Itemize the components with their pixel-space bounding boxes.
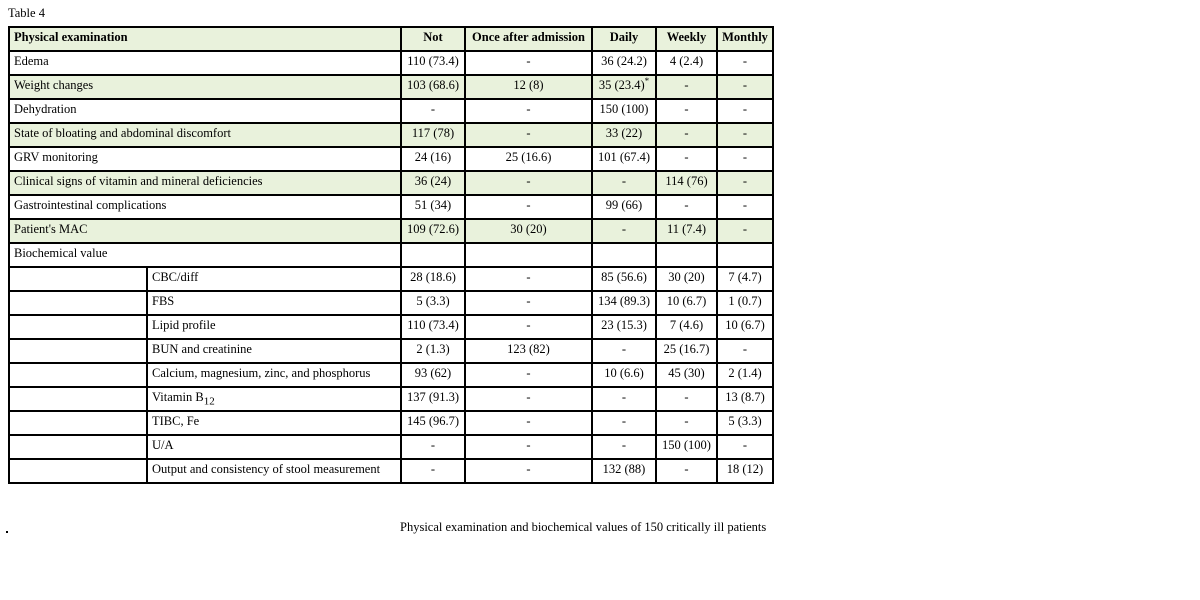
- value-cell: [401, 99, 465, 123]
- value-cell: [656, 219, 717, 243]
- value-cell: [401, 267, 465, 291]
- value-cell: [465, 267, 592, 291]
- value-cell: [656, 435, 717, 459]
- value-text: 28 (18.6): [410, 270, 456, 284]
- row-label-text: TIBC, Fe: [152, 414, 200, 428]
- value-cell: [592, 75, 656, 99]
- value-cell: [717, 411, 773, 435]
- value-text: -: [742, 150, 748, 164]
- row-label-text: CBC/diff: [152, 270, 199, 284]
- value-text: 93 (62): [414, 366, 452, 380]
- value-text: 18 (12): [726, 462, 764, 476]
- value-text: 35 (23.4): [598, 78, 645, 92]
- value-cell: [656, 363, 717, 387]
- value-cell: [656, 123, 717, 147]
- value-text: -: [526, 390, 531, 404]
- value-cell: [401, 459, 465, 483]
- value-cell: [592, 291, 656, 315]
- value-text: 5 (3.3): [416, 294, 450, 308]
- value-text: -: [526, 174, 531, 188]
- value-text: 117 (78): [411, 126, 455, 140]
- value-cell: [656, 339, 717, 363]
- value-cell: [465, 435, 592, 459]
- indent-cell: [9, 315, 147, 339]
- value-text: 10 (6.7): [725, 318, 765, 332]
- indent-cell: [9, 363, 147, 387]
- value-cell: [465, 195, 592, 219]
- value-cell: [656, 171, 717, 195]
- value-text: -: [430, 462, 436, 476]
- row-label: Edema: [9, 51, 401, 75]
- value-cell: [401, 435, 465, 459]
- header-row: [9, 27, 773, 51]
- value-text: -: [621, 390, 627, 404]
- row-label: [147, 315, 401, 339]
- value-text: 114 (76): [665, 174, 708, 188]
- empty-cell: [401, 243, 465, 267]
- value-cell: [717, 363, 773, 387]
- value-cell: [465, 363, 592, 387]
- value-cell: [717, 147, 773, 171]
- value-text: 2 (1.4): [728, 366, 762, 380]
- value-cell: [465, 219, 592, 243]
- value-text: -: [684, 462, 689, 476]
- header-physical-examination: Physical examination: [9, 27, 401, 51]
- value-cell: [465, 291, 592, 315]
- value-text: 13 (8.7): [725, 390, 765, 404]
- value-cell: [656, 411, 717, 435]
- value-text: -: [526, 318, 531, 332]
- row-label: Gastrointestinal complications: [9, 195, 401, 219]
- value-text: 150 (100): [662, 438, 711, 452]
- value-cell: [656, 459, 717, 483]
- row-label: [147, 459, 401, 483]
- empty-cell: [656, 243, 717, 267]
- empty-cell: [717, 243, 773, 267]
- value-text: -: [526, 414, 531, 428]
- table-body: [9, 51, 773, 483]
- value-cell: [401, 75, 465, 99]
- value-text: 45 (30): [668, 366, 705, 380]
- value-text: -: [526, 102, 531, 116]
- value-text: 85 (56.6): [601, 270, 647, 284]
- row-label: [147, 363, 401, 387]
- table-row: [9, 435, 773, 459]
- value-text: 110 (73.4): [407, 318, 459, 332]
- value-text: -: [684, 414, 689, 428]
- table-row: [9, 171, 773, 195]
- value-text: -: [526, 270, 531, 284]
- value-text: -: [742, 126, 748, 140]
- value-cell: [465, 459, 592, 483]
- value-text: 134 (89.3): [597, 294, 651, 308]
- value-cell: [592, 435, 656, 459]
- value-cell: [656, 291, 717, 315]
- indent-cell: [9, 387, 147, 411]
- value-text: -: [621, 174, 627, 188]
- value-cell: [656, 147, 717, 171]
- value-text: 51 (34): [414, 198, 452, 212]
- value-text: 145 (96.7): [406, 414, 460, 428]
- value-text: -: [742, 78, 748, 92]
- value-cell: [717, 459, 773, 483]
- value-cell: [592, 51, 656, 75]
- value-text: -: [621, 222, 627, 236]
- value-cell: [401, 291, 465, 315]
- value-text: -: [742, 198, 748, 212]
- value-text: -: [526, 126, 531, 140]
- value-text: 25 (16.7): [663, 342, 710, 356]
- value-text: 23 (15.3): [601, 318, 647, 332]
- value-cell: [592, 123, 656, 147]
- value-cell: [656, 195, 717, 219]
- table-row: [9, 339, 773, 363]
- value-cell: [401, 339, 465, 363]
- value-cell: [401, 219, 465, 243]
- value-cell: [592, 195, 656, 219]
- value-cell: [465, 147, 592, 171]
- value-cell: [465, 99, 592, 123]
- row-label: [147, 435, 401, 459]
- value-cell: [465, 123, 592, 147]
- row-label: Weight changes: [9, 75, 401, 99]
- value-text: -: [684, 390, 689, 404]
- value-cell: [656, 51, 717, 75]
- value-text: 36 (24.2): [601, 54, 647, 68]
- value-cell: [717, 171, 773, 195]
- indent-cell: [9, 411, 147, 435]
- value-cell: [592, 363, 656, 387]
- value-cell: [592, 219, 656, 243]
- table-row: [9, 267, 773, 291]
- value-cell: [717, 339, 773, 363]
- header-monthly: Monthly: [717, 27, 773, 51]
- value-cell: [592, 459, 656, 483]
- value-cell: [717, 387, 773, 411]
- header-once-after-admission: Once after admission: [465, 27, 592, 51]
- value-text: 24 (16): [414, 150, 452, 164]
- value-cell: [656, 387, 717, 411]
- value-text: -: [621, 342, 627, 356]
- value-cell: [401, 147, 465, 171]
- row-label-text: Lipid profile: [152, 318, 216, 332]
- row-label-text: BUN and creatinine: [152, 342, 252, 356]
- value-cell: [592, 339, 656, 363]
- value-text: -: [526, 462, 531, 476]
- value-text: -: [742, 174, 748, 188]
- row-label: State of bloating and abdominal discomfort: [9, 123, 401, 147]
- value-cell: [465, 171, 592, 195]
- value-cell: [401, 363, 465, 387]
- row-label-text: Vitamin B: [152, 390, 204, 404]
- row-label-text: U/A: [152, 438, 174, 452]
- value-cell: [592, 147, 656, 171]
- row-label: [147, 339, 401, 363]
- table-row: [9, 387, 773, 411]
- value-cell: [717, 99, 773, 123]
- table-row: [9, 315, 773, 339]
- value-cell: [401, 51, 465, 75]
- value-text: 101 (67.4): [597, 150, 651, 164]
- header-weekly: Weekly: [656, 27, 717, 51]
- value-text: 99 (66): [605, 198, 643, 212]
- value-text: -: [742, 222, 748, 236]
- value-cell: [592, 411, 656, 435]
- table-row: [9, 219, 773, 243]
- value-text: 4 (2.4): [669, 54, 704, 68]
- value-text: -: [526, 54, 531, 68]
- table-row: [9, 147, 773, 171]
- table-row: [9, 291, 773, 315]
- row-label: [147, 387, 401, 411]
- row-label-text: Output and consistency of stool measurement: [152, 462, 381, 476]
- value-cell: [717, 267, 773, 291]
- empty-cell: [465, 243, 592, 267]
- value-cell: [592, 267, 656, 291]
- indent-cell: [9, 291, 147, 315]
- indent-cell: [9, 267, 147, 291]
- value-cell: [656, 315, 717, 339]
- value-text: -: [526, 294, 531, 308]
- row-label: Dehydration: [9, 99, 401, 123]
- value-cell: [465, 75, 592, 99]
- value-text: -: [526, 198, 531, 212]
- value-cell: [592, 315, 656, 339]
- value-text: 123 (82): [507, 342, 550, 356]
- value-text: -: [684, 150, 689, 164]
- value-text: 11 (7.4): [666, 222, 707, 236]
- indent-cell: [9, 339, 147, 363]
- value-text: 5 (3.3): [728, 414, 762, 428]
- value-text: 7 (4.7): [728, 270, 762, 284]
- value-cell: [465, 387, 592, 411]
- value-cell: [717, 123, 773, 147]
- value-text: 30 (20): [510, 222, 547, 236]
- value-text: 103 (68.6): [406, 78, 460, 92]
- value-text: 36 (24): [414, 174, 452, 188]
- value-text: 1 (0.7): [728, 294, 762, 308]
- indent-cell: [9, 435, 147, 459]
- footnote-marker: *: [644, 75, 650, 86]
- value-cell: [656, 75, 717, 99]
- value-text: -: [430, 102, 436, 116]
- table-caption: Physical examination and biochemical values of 150 critically ill patients: [400, 520, 767, 534]
- row-label-text: Calcium, magnesium, zinc, and phosphorus: [152, 366, 371, 380]
- value-text: -: [684, 78, 689, 92]
- empty-cell: [592, 243, 656, 267]
- value-text: 109 (72.6): [406, 222, 460, 236]
- value-cell: [592, 171, 656, 195]
- table-row: [9, 51, 773, 75]
- header-not: Not: [401, 27, 465, 51]
- indent-cell: [9, 459, 147, 483]
- value-text: -: [684, 102, 689, 116]
- row-label: [147, 291, 401, 315]
- value-cell: [401, 315, 465, 339]
- value-text: 10 (6.7): [666, 294, 707, 308]
- value-text: 2 (1.3): [416, 342, 450, 356]
- value-cell: [717, 51, 773, 75]
- value-cell: [717, 195, 773, 219]
- value-text: 7 (4.6): [669, 318, 704, 332]
- row-label-text: FBS: [152, 294, 175, 308]
- row-label: Clinical signs of vitamin and mineral deficiencies: [9, 171, 401, 195]
- data-table: [8, 26, 774, 484]
- value-text: 33 (22): [605, 126, 643, 140]
- value-cell: [656, 267, 717, 291]
- value-text: -: [430, 438, 436, 452]
- value-text: -: [742, 342, 748, 356]
- value-cell: [717, 315, 773, 339]
- header-daily: Daily: [592, 27, 656, 51]
- biochemical-section-row: [9, 243, 773, 267]
- value-cell: [401, 411, 465, 435]
- row-label: [147, 267, 401, 291]
- value-text: -: [684, 126, 689, 140]
- row-label: GRV monitoring: [9, 147, 401, 171]
- value-cell: [656, 99, 717, 123]
- value-cell: [717, 291, 773, 315]
- stray-dot: [6, 531, 8, 533]
- value-text: 137 (91.3): [406, 390, 460, 404]
- value-text: -: [621, 438, 627, 452]
- value-text: -: [742, 438, 748, 452]
- value-text: -: [526, 366, 531, 380]
- table-row: [9, 123, 773, 147]
- value-text: -: [742, 102, 748, 116]
- value-text: 10 (6.6): [604, 366, 644, 380]
- value-cell: [401, 195, 465, 219]
- value-cell: [717, 435, 773, 459]
- table-row: [9, 75, 773, 99]
- value-cell: [592, 99, 656, 123]
- value-cell: [717, 219, 773, 243]
- value-text: -: [526, 438, 531, 452]
- table-label: Table 4: [8, 6, 45, 20]
- value-text: -: [684, 198, 689, 212]
- value-cell: [401, 171, 465, 195]
- value-cell: [465, 315, 592, 339]
- value-text: 30 (20): [668, 270, 705, 284]
- table-row: [9, 363, 773, 387]
- value-cell: [465, 51, 592, 75]
- value-cell: [401, 387, 465, 411]
- value-text: -: [621, 414, 627, 428]
- value-text: 132 (88): [602, 462, 646, 476]
- row-label: Patient's MAC: [9, 219, 401, 243]
- value-text: -: [742, 54, 748, 68]
- table-row: [9, 411, 773, 435]
- table-row: [9, 459, 773, 483]
- value-cell: [465, 339, 592, 363]
- value-cell: [717, 75, 773, 99]
- value-cell: [592, 387, 656, 411]
- row-label: [147, 411, 401, 435]
- table-row: [9, 99, 773, 123]
- biochemical-label: Biochemical value: [9, 243, 401, 267]
- value-cell: [465, 411, 592, 435]
- value-text: 12 (8): [513, 78, 544, 92]
- table-row: [9, 195, 773, 219]
- value-text: 110 (73.4): [407, 54, 459, 68]
- value-text: 150 (100): [599, 102, 649, 116]
- value-cell: [401, 123, 465, 147]
- value-text: 25 (16.6): [505, 150, 552, 164]
- label-subscript: 12: [203, 395, 215, 408]
